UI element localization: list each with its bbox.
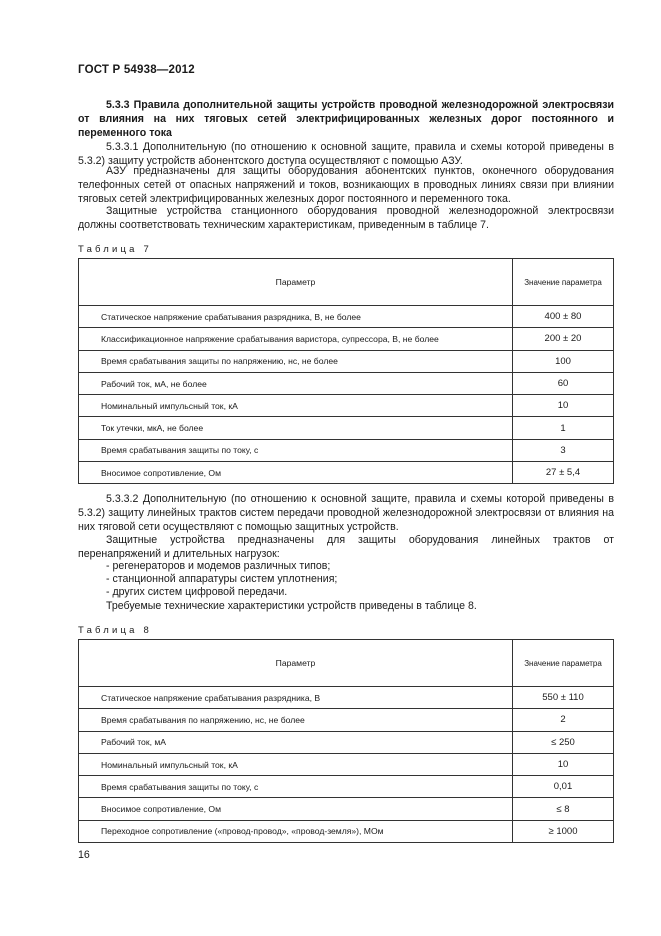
- row-value: 10: [513, 395, 614, 417]
- row-param: Вносимое сопротивление, Ом: [79, 798, 513, 820]
- row-value: 27 ± 5,4: [513, 462, 614, 484]
- table-row: [79, 709, 614, 731]
- table7-header-param: Параметр: [79, 259, 513, 306]
- table-row: [79, 820, 614, 842]
- table-row: [79, 776, 614, 798]
- row-param: Рабочий ток, мА: [79, 731, 513, 753]
- section-title-text: 5.3.3 Правила дополнительной защиты устройств проводной железнодорожной электросвязи от влияния на них тяговых сетей электрифицированных железных дорог постоянного и переменного тока: [78, 99, 614, 139]
- paragraph-text: 5.3.3.1 Дополнительную (по отношению к основной защите, правила и схемы которой приведены в 5.3.2) защиту устройств абонентского доступа осуществляют с помощью АЗУ.: [78, 141, 614, 167]
- paragraph-table8-ref: [78, 599, 614, 613]
- row-value: ≤ 250: [513, 731, 614, 753]
- table7-header-value: Значение параметра: [513, 259, 614, 306]
- row-param: Время срабатывания защиты по току, с: [79, 439, 513, 461]
- section-title: [78, 98, 614, 140]
- list-item: - станционной аппаратуры систем уплотнения;: [106, 573, 338, 585]
- row-param: Классификационное напряжение срабатывания варистора, супрессора, В, не более: [79, 328, 513, 350]
- row-value: 400 ± 80: [513, 306, 614, 328]
- table-row: [79, 350, 614, 372]
- document-header: ГОСТ Р 54938—2012: [78, 64, 195, 76]
- device-list: [106, 560, 337, 599]
- row-value: 550 ± 110: [513, 687, 614, 709]
- row-value: 0,01: [513, 776, 614, 798]
- row-value: 10: [513, 753, 614, 775]
- table-row: [79, 395, 614, 417]
- row-param: Рабочий ток, мА, не более: [79, 372, 513, 394]
- table7-caption: Таблица 7: [78, 244, 152, 255]
- row-value: 3: [513, 439, 614, 461]
- page-number: 16: [78, 849, 90, 861]
- table-row: [79, 731, 614, 753]
- paragraph-azu: [78, 164, 614, 206]
- table-row: [79, 417, 614, 439]
- table8-header-value: Значение параметра: [513, 640, 614, 687]
- row-param: Время срабатывания защиты по напряжению, нс, не более: [79, 350, 513, 372]
- row-param: Время срабатывания по напряжению, нс, не более: [79, 709, 513, 731]
- row-value: 1: [513, 417, 614, 439]
- table8-caption: Таблица 8: [78, 625, 152, 636]
- table-row: [79, 753, 614, 775]
- paragraph-text: АЗУ предназначены для защиты оборудования абонентских пунктов, оконечного оборудования телефонных сетей от опасных напряжений и токов, возникающих в проводных линиях связи при влиянии тяговых сетей электрифицированных железных дорог постоянного и переменного тока.: [78, 165, 614, 205]
- row-param: Номинальный импульсный ток, кА: [79, 753, 513, 775]
- table-row: [79, 798, 614, 820]
- paragraph-text: Защитные устройства предназначены для защиты оборудования линейных трактов от перенапряжений и длительных нагрузок:: [78, 534, 614, 560]
- paragraph-5332: [78, 492, 614, 534]
- paragraph-text: Защитные устройства станционного оборудования проводной железнодорожной электросвязи должны соответствовать техническим характеристикам, приведенным в таблице 7.: [78, 205, 614, 231]
- table-8: [78, 639, 614, 843]
- row-param: Переходное сопротивление («провод-провод», «провод-земля»), МОм: [79, 820, 513, 842]
- paragraph-station: [78, 204, 614, 232]
- table-row: [79, 372, 614, 394]
- table-row: [79, 462, 614, 484]
- row-value: 2: [513, 709, 614, 731]
- table-row: [79, 328, 614, 350]
- row-param: Время срабатывания защиты по току, с: [79, 776, 513, 798]
- row-param: Статическое напряжение срабатывания разрядника, В: [79, 687, 513, 709]
- paragraph-text: 5.3.3.2 Дополнительную (по отношению к основной защите, правила и схемы которой приведены в 5.3.2) защиту линейных трактов систем передачи проводной железнодорожной электросвязи от влияния на них тяговой сети осуществляют с помощью защитных устройств.: [78, 493, 614, 533]
- table-row: [79, 687, 614, 709]
- table-row: [79, 306, 614, 328]
- row-value: 100: [513, 350, 614, 372]
- list-item: - других систем цифровой передачи.: [106, 586, 288, 598]
- row-param: Номинальный импульсный ток, кА: [79, 395, 513, 417]
- row-value: ≥ 1000: [513, 820, 614, 842]
- table8-header-param: Параметр: [79, 640, 513, 687]
- paragraph-protect: [78, 533, 614, 561]
- list-item: - регенераторов и модемов различных типов;: [106, 560, 331, 572]
- row-value: 200 ± 20: [513, 328, 614, 350]
- paragraph-text: Требуемые технические характеристики устройств приведены в таблице 8.: [106, 600, 477, 612]
- row-value: ≤ 8: [513, 798, 614, 820]
- row-value: 60: [513, 372, 614, 394]
- row-param: Вносимое сопротивление, Ом: [79, 462, 513, 484]
- table-row: [79, 439, 614, 461]
- row-param: Статическое напряжение срабатывания разрядника, В, не более: [79, 306, 513, 328]
- row-param: Ток утечки, мкА, не более: [79, 417, 513, 439]
- table-7: [78, 258, 614, 484]
